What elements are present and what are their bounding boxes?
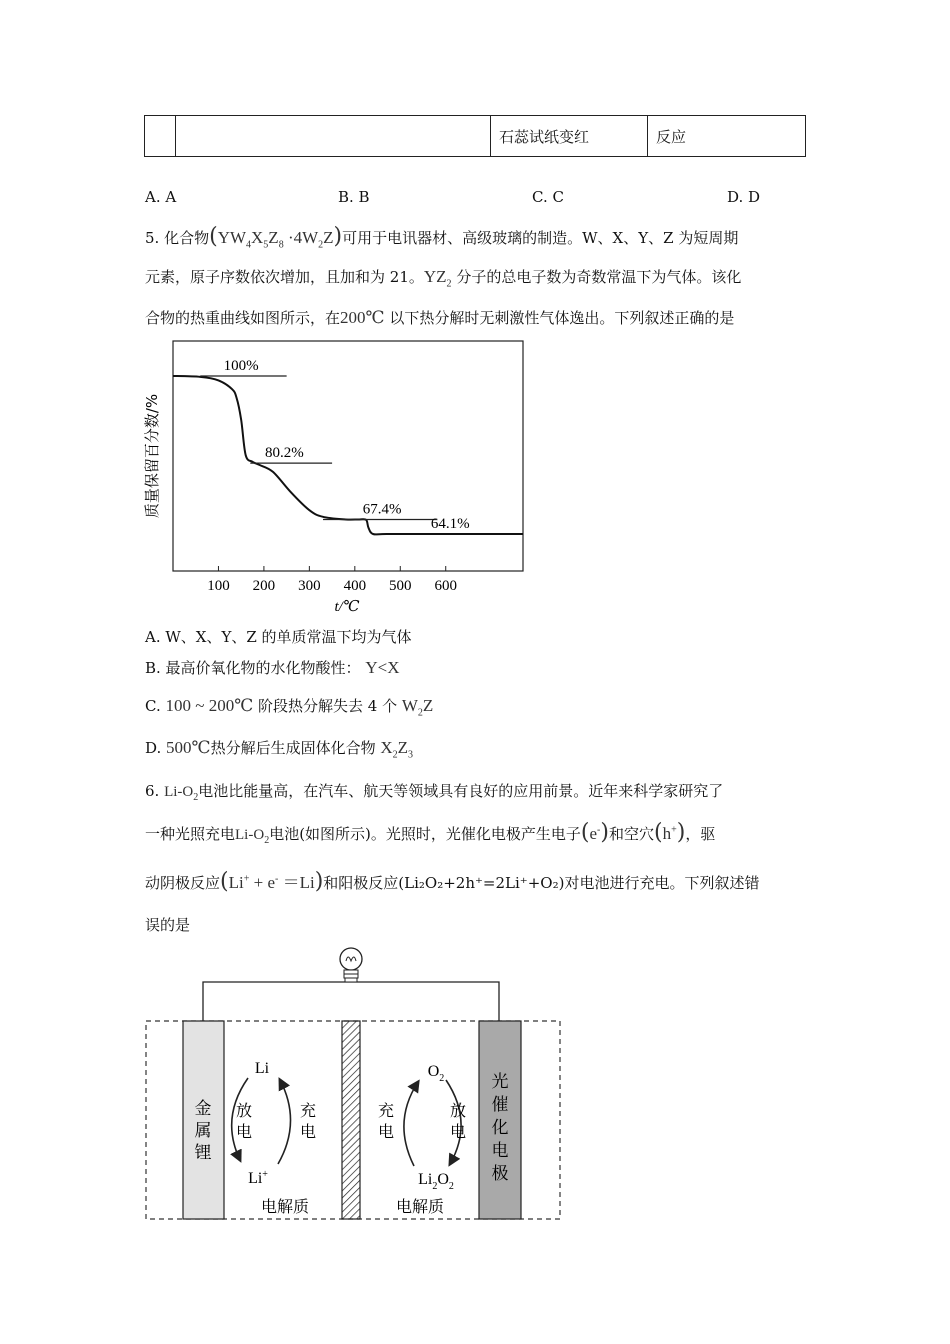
y-axis-label: 质量保留百分数/%	[143, 393, 161, 519]
right-bottom-species: $Li_2O_2$	[418, 1171, 454, 1192]
x-axis-label: t/℃	[334, 599, 360, 615]
x-tick-label: 500	[389, 578, 412, 594]
q5-option-a: A. W、X、Y、Z 的单质常温下均为气体	[145, 628, 412, 646]
left-charge-arrow	[278, 1080, 291, 1164]
tga-curve	[173, 376, 523, 534]
q5-option-c: C. 100 ~ 200℃ 阶段热分解失去 4 个 $W_2Z$	[145, 696, 434, 719]
separator-membrane	[342, 1021, 360, 1219]
table-cell-3: 石蕊试纸变红	[491, 116, 648, 157]
q4-option-c: C. C	[532, 188, 564, 206]
table-cell-4: 反应	[648, 116, 806, 157]
table-cell-1	[145, 116, 176, 157]
table-cell-2	[176, 116, 491, 157]
svg-text:放: 放	[235, 1101, 253, 1120]
level-label: 100%	[223, 358, 259, 374]
q5-number: 5. 化合物	[145, 229, 210, 247]
metal-lithium-electrode	[183, 1021, 224, 1219]
level-label: 80.2%	[264, 445, 304, 462]
electrolyte-left-label: 电解质	[260, 1197, 310, 1216]
svg-text:化: 化	[491, 1118, 509, 1138]
svg-text:极: 极	[491, 1164, 509, 1184]
svg-text:电: 电	[377, 1122, 395, 1141]
q5-option-b: B. 最高价氧化物的水化物酸性： Y<X	[145, 658, 400, 677]
x-tick-label: 200	[252, 578, 276, 594]
q5-option-d: D. 500℃热分解后生成固体化合物 $X_2Z_3$	[145, 738, 414, 761]
x-tick-label: 600	[434, 578, 457, 594]
q4-option-a: A. A	[145, 188, 177, 206]
svg-text:锂: 锂	[194, 1143, 212, 1163]
q6-line-4: 误的是	[145, 916, 191, 934]
svg-text:电: 电	[299, 1122, 317, 1141]
svg-text:放: 放	[449, 1101, 467, 1120]
tga-chart	[135, 335, 535, 620]
answer-table-row	[144, 115, 806, 157]
svg-text:电: 电	[491, 1141, 509, 1161]
x-tick-label: 400	[343, 578, 367, 594]
left-top-species: Li	[254, 1060, 270, 1077]
q6-line-3: 动阴极反应(Li+ + e- ＝Li)和阳极反应(Li₂O₂+2h⁺=2Li⁺+O₂)对电池进行充电。下列叙述错	[145, 869, 760, 894]
level-label: 67.4%	[362, 501, 402, 518]
svg-text:光: 光	[491, 1072, 509, 1092]
x-tick-label: 300	[298, 578, 321, 594]
svg-text:充: 充	[377, 1101, 395, 1120]
svg-text:电: 电	[235, 1122, 253, 1141]
right-top-species: $O_2$	[427, 1063, 445, 1084]
svg-text:属: 属	[194, 1121, 212, 1141]
q6-line-2: 一种光照充电$Li-O_2$电池(如图所示)。光照时，光催化电极产生电子(e-)和空穴(h+)，驱	[145, 820, 716, 846]
svg-text:金: 金	[194, 1099, 212, 1119]
q5-formula: $YW_4X_5Z_8 \cdot 4W_2Z$	[217, 228, 334, 251]
q5-line-3: 合物的热重曲线如图所示，在200℃ 以下热分解时无刺激性气体逸出。下列叙述正确的是	[145, 308, 735, 327]
electrolyte-right-label: 电解质	[395, 1197, 445, 1216]
right-charge-arrow	[404, 1082, 418, 1166]
q5-yz2: $YZ_2$	[423, 267, 452, 290]
svg-text:电: 电	[449, 1122, 467, 1141]
x-tick-label: 100	[207, 578, 230, 594]
left-bottom-species: Li+	[248, 1169, 268, 1187]
light-bulb-icon	[340, 948, 362, 982]
level-label: 64.1%	[430, 516, 470, 532]
q5-line-1: 5. 化合物$(YW_4X_5Z_8 \cdot 4W_2Z)$可用于电讯器材、高级玻璃的制造。W、X、Y、Z 为短周期	[145, 224, 739, 251]
external-wire	[203, 982, 499, 1021]
svg-text:催: 催	[491, 1095, 509, 1115]
q5-line-2: 元素，原子序数依次增加，且加和为 21。$YZ_2$ 分子的总电子数为奇数常温下为气体。该化	[145, 267, 742, 290]
q4-option-d: D. D	[727, 188, 761, 206]
battery-diagram	[140, 940, 570, 1230]
q4-option-b: B. B	[338, 188, 370, 206]
svg-text:充: 充	[299, 1101, 317, 1120]
q6-line-1: 6. $Li-O_2$电池比能量高，在汽车、航天等领域具有良好的应用前景。近年来科学家研究了	[145, 782, 724, 803]
